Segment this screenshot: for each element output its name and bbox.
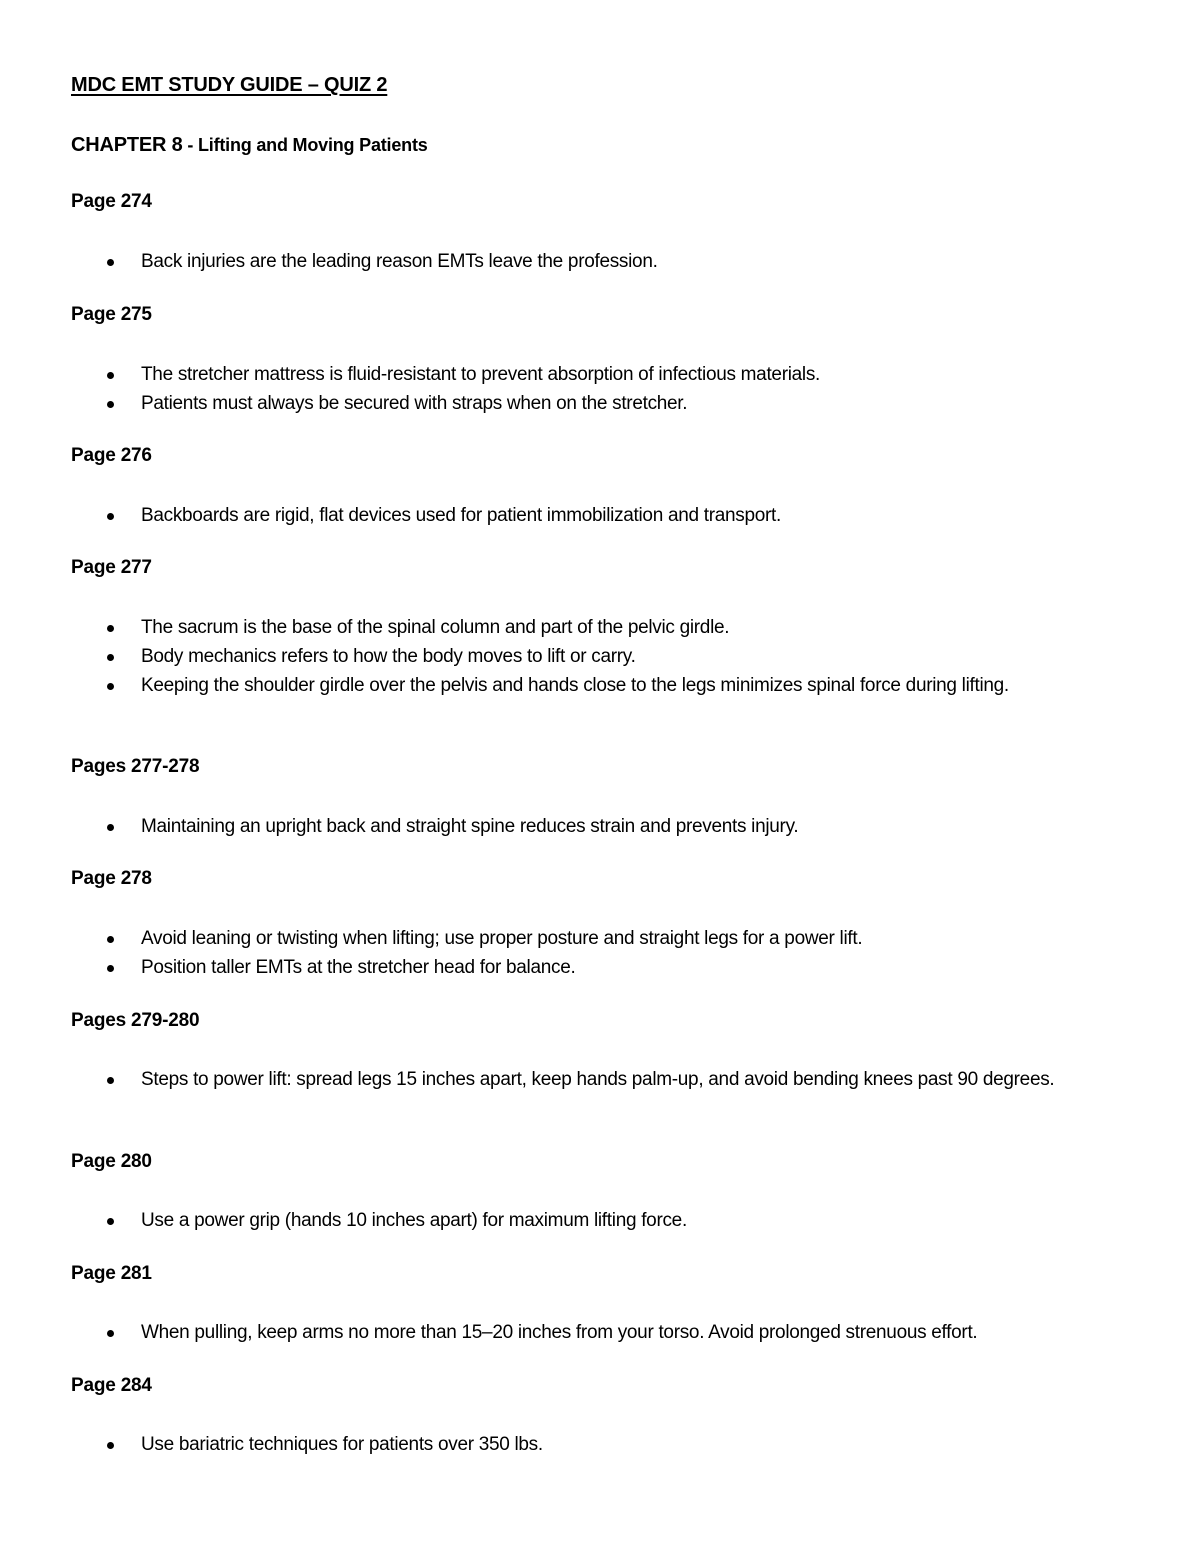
bullet-list bbox=[0, 501, 1200, 530]
section-heading: Pages 277-278 bbox=[71, 756, 200, 777]
section-heading: Pages 279-280 bbox=[71, 1010, 200, 1031]
chapter-number: CHAPTER 8 bbox=[71, 134, 183, 156]
bullet-list bbox=[0, 1065, 1200, 1094]
bullet-text: Steps to power lift: spread legs 15 inches apart, keep hands palm-up, and avoid bending knees past 90 degrees. bbox=[141, 1069, 1055, 1090]
bullet-icon bbox=[107, 1442, 114, 1449]
list-item bbox=[0, 1206, 1200, 1235]
bullet-icon bbox=[107, 1077, 114, 1084]
chapter-separator: - bbox=[182, 135, 198, 155]
bullet-text: Patients must always be secured with straps when on the stretcher. bbox=[141, 393, 688, 414]
bullet-icon bbox=[107, 683, 114, 690]
bullet-text: The sacrum is the base of the spinal column and part of the pelvic girdle. bbox=[141, 617, 730, 638]
bullet-icon bbox=[107, 965, 114, 972]
chapter-heading bbox=[71, 134, 428, 157]
bullet-icon bbox=[107, 401, 114, 408]
bullet-list bbox=[0, 1318, 1200, 1347]
section-heading: Page 278 bbox=[71, 868, 152, 889]
list-item bbox=[0, 247, 1200, 276]
list-item bbox=[0, 812, 1200, 841]
bullet-icon bbox=[107, 372, 114, 379]
bullet-text: Back injuries are the leading reason EMTs leave the profession. bbox=[141, 251, 658, 272]
bullet-text: Backboards are rigid, flat devices used for patient immobilization and transport. bbox=[141, 505, 781, 526]
bullet-list bbox=[0, 1430, 1200, 1459]
bullet-text: Use bariatric techniques for patients over 350 lbs. bbox=[141, 1434, 543, 1455]
bullet-icon bbox=[107, 824, 114, 831]
list-item bbox=[0, 389, 1200, 418]
section-heading: Page 280 bbox=[71, 1151, 152, 1172]
list-item bbox=[0, 1430, 1200, 1459]
section-heading: Page 281 bbox=[71, 1263, 152, 1284]
bullet-text: Avoid leaning or twisting when lifting; use proper posture and straight legs for a power lift. bbox=[141, 928, 863, 949]
bullet-list bbox=[0, 247, 1200, 276]
section-heading: Page 275 bbox=[71, 304, 152, 325]
bullet-text: Keeping the shoulder girdle over the pelvis and hands close to the legs minimizes spinal force during lifting. bbox=[141, 675, 1009, 696]
bullet-text: The stretcher mattress is fluid-resistant to prevent absorption of infectious materials. bbox=[141, 364, 821, 385]
list-item bbox=[0, 1065, 1200, 1094]
list-item bbox=[0, 613, 1200, 642]
bullet-icon bbox=[107, 625, 114, 632]
list-item bbox=[0, 1318, 1200, 1347]
section-heading: Page 274 bbox=[71, 191, 152, 212]
list-item bbox=[0, 360, 1200, 389]
list-item bbox=[0, 953, 1200, 982]
bullet-icon bbox=[107, 1218, 114, 1225]
chapter-subtitle: Lifting and Moving Patients bbox=[197, 135, 428, 155]
bullet-icon bbox=[107, 654, 114, 661]
section-heading: Page 284 bbox=[71, 1375, 152, 1396]
bullet-text: Position taller EMTs at the stretcher head for balance. bbox=[141, 957, 576, 978]
bullet-icon bbox=[107, 936, 114, 943]
list-item bbox=[0, 642, 1200, 671]
bullet-text: Body mechanics refers to how the body moves to lift or carry. bbox=[141, 646, 636, 667]
bullet-icon bbox=[107, 513, 114, 520]
list-item bbox=[0, 501, 1200, 530]
list-item bbox=[0, 924, 1200, 953]
bullet-list bbox=[0, 1206, 1200, 1235]
bullet-text: Use a power grip (hands 10 inches apart) for maximum lifting force. bbox=[141, 1210, 687, 1231]
bullet-text: When pulling, keep arms no more than 15–20 inches from your torso. Avoid prolonged strenuous effort. bbox=[141, 1322, 978, 1343]
bullet-list bbox=[0, 613, 1200, 700]
bullet-list bbox=[0, 360, 1200, 418]
bullet-icon bbox=[107, 259, 114, 266]
bullet-list bbox=[0, 924, 1200, 982]
list-item bbox=[0, 671, 1200, 700]
section-heading: Page 276 bbox=[71, 445, 152, 466]
bullet-text: Maintaining an upright back and straight spine reduces strain and prevents injury. bbox=[141, 816, 799, 837]
section-heading: Page 277 bbox=[71, 557, 152, 578]
bullet-icon bbox=[107, 1330, 114, 1337]
document-title: MDC EMT STUDY GUIDE – QUIZ 2 bbox=[71, 74, 388, 96]
bullet-list bbox=[0, 812, 1200, 841]
